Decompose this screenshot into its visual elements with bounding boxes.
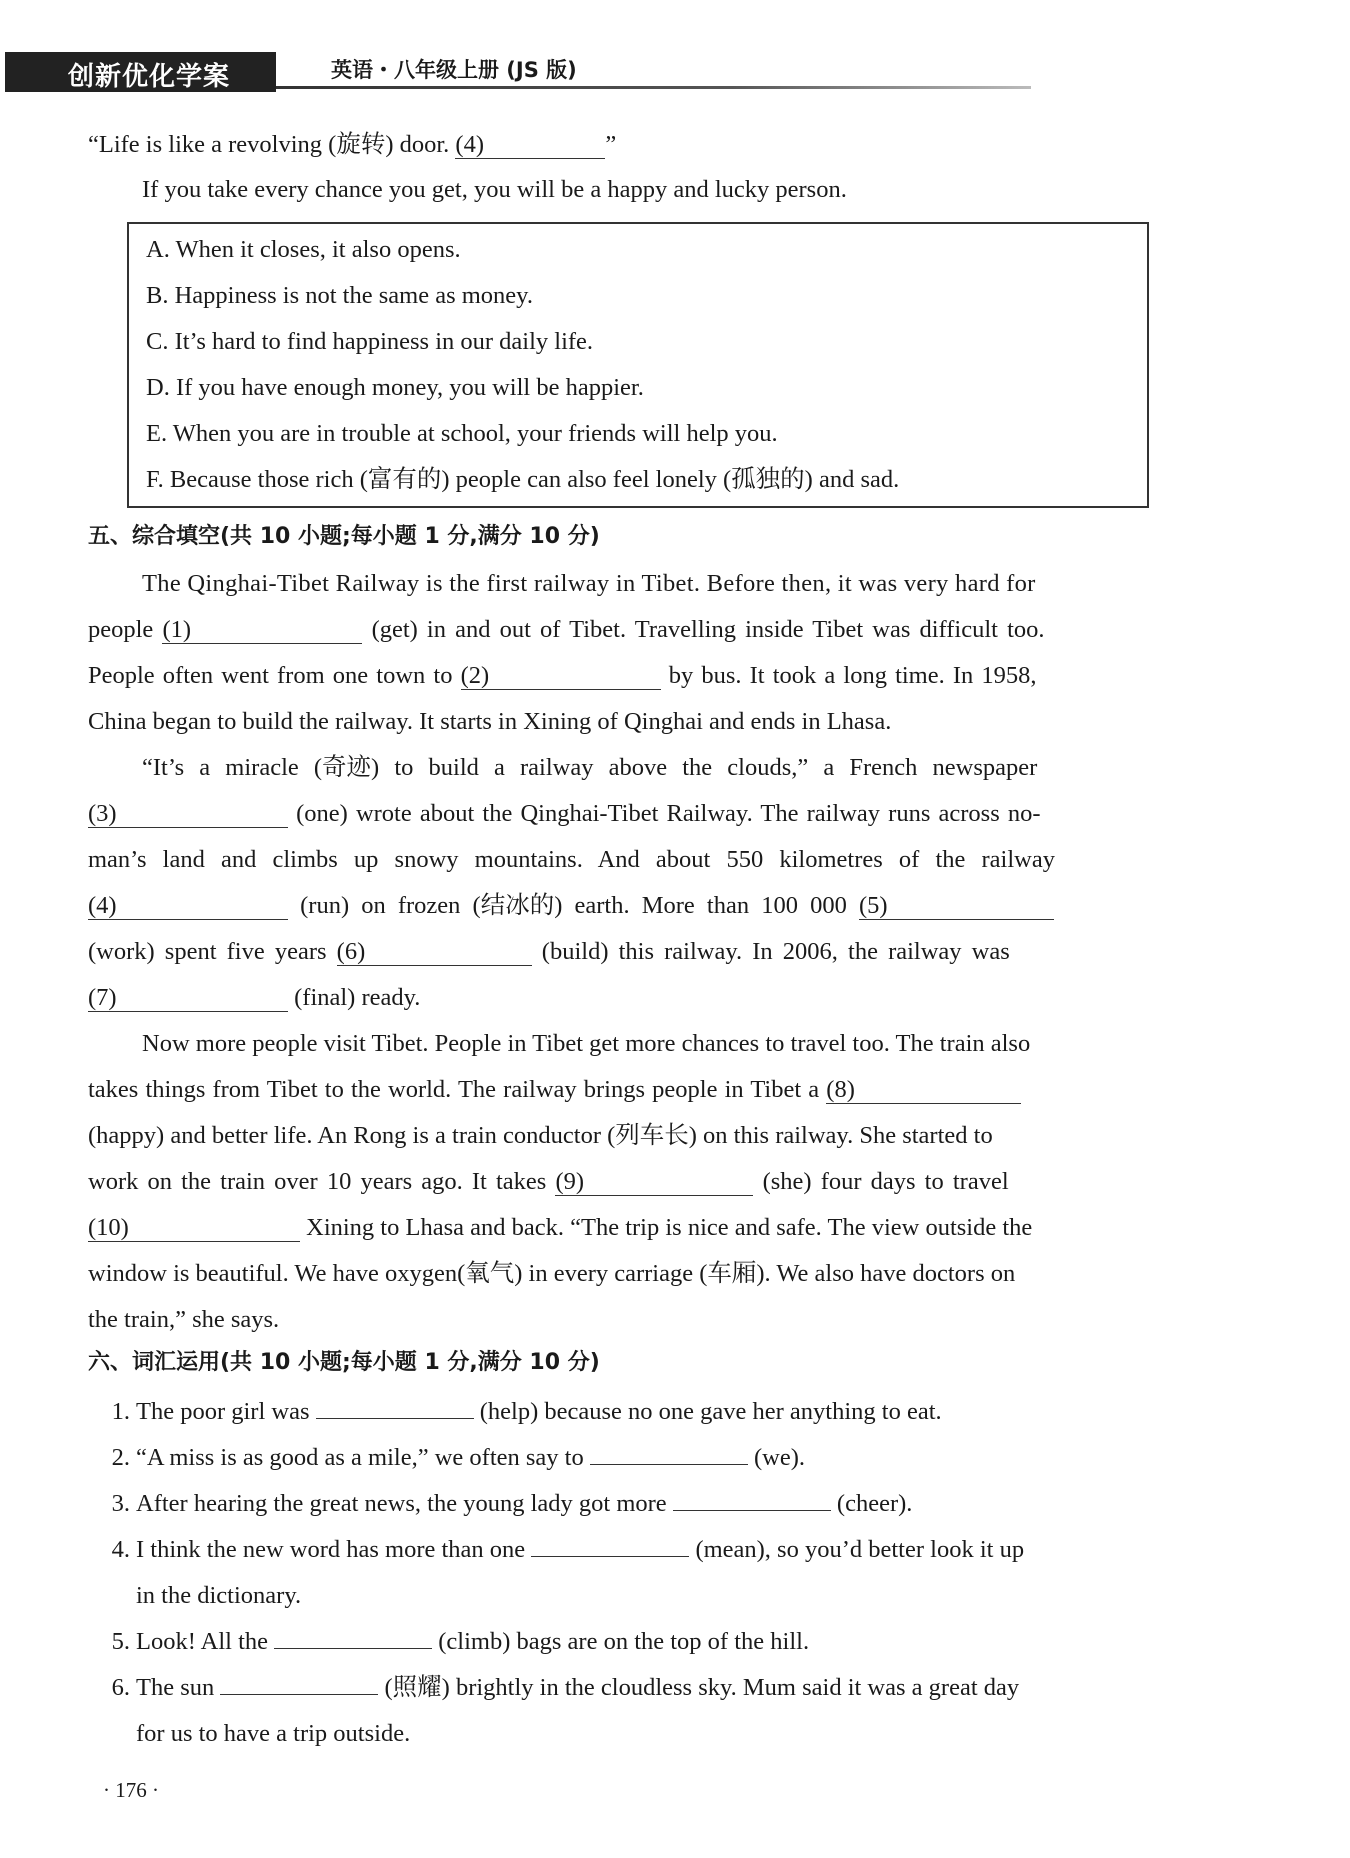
passage-line: “It’s a miracle (奇迹) to build a railway above the clouds,” a French newspaper [142, 754, 1038, 781]
passage-line: window is beautiful. We have oxygen(氧气) in every carriage (车厢). We also have doctors on [88, 1260, 1016, 1287]
passage-line: The Qinghai-Tibet Railway is the first railway in Tibet. Before then, it was very hard for [142, 570, 1036, 597]
passage-line [88, 128, 1188, 162]
passage-line: If you take every chance you get, you will be a happy and lucky person. [142, 176, 847, 203]
text: ” [605, 131, 617, 158]
question-6-cont: for us to have a trip outside. [136, 1720, 411, 1747]
passage-line: (4) (run) on frozen (结冰的) earth. More than 100 000 (5) [88, 889, 1188, 923]
section-title: 六、词汇运用(共 10 小题;每小题 1 分,满分 10 分) [88, 1350, 600, 1375]
passage-line: (10) Xining to Lhasa and back. “The trip is nice and safe. The view outside the [88, 1214, 1033, 1241]
option-d: D. If you have enough money, you will be happier. [146, 374, 644, 401]
question-3: 3. After hearing the great news, the young lady got more (cheer). [111, 1490, 913, 1517]
option-b: B. Happiness is not the same as money. [146, 282, 533, 309]
passage-line: takes things from Tibet to the world. The railway brings people in Tibet a (8) [88, 1073, 1188, 1107]
answer-blank[interactable]: (3) [88, 801, 288, 828]
answer-blank[interactable]: (6) [337, 939, 532, 966]
answer-blank[interactable]: (5) [859, 893, 1054, 920]
answer-blank[interactable]: (10) [88, 1215, 300, 1242]
answer-blank[interactable] [590, 1464, 748, 1465]
passage-line: people (1) (get) in and out of Tibet. Travelling inside Tibet was difficult too. [88, 616, 1045, 643]
section-title: 五、综合填空(共 10 小题;每小题 1 分,满分 10 分) [88, 524, 600, 549]
page-number: · 176 · [103, 1778, 159, 1802]
question-1: 1. The poor girl was (help) because no one gave her anything to eat. [111, 1398, 942, 1425]
question-6: 6. The sun (照耀) brightly in the cloudless sky. Mum said it was a great day [111, 1674, 1020, 1701]
answer-blank[interactable]: (9) [555, 1169, 753, 1196]
answer-blank[interactable] [673, 1510, 831, 1511]
answer-blank[interactable] [531, 1556, 689, 1557]
passage-line: the train,” she says. [88, 1306, 280, 1333]
passage-line: (happy) and better life. An Rong is a train conductor (列车长) on this railway. She started to [88, 1122, 993, 1149]
option-a: A. When it closes, it also opens. [146, 236, 461, 263]
answer-blank[interactable]: (8) [826, 1077, 1021, 1104]
passage-line: Now more people visit Tibet. People in Tibet get more chances to travel too. The train also [142, 1030, 1031, 1057]
text: “Life is like a revolving (旋转) door. [88, 131, 450, 158]
passage-line: (3) (one) wrote about the Qinghai-Tibet Railway. The railway runs across no- [88, 800, 1041, 827]
passage-line: (7) (final) ready. [88, 984, 421, 1011]
passage-line: (work) spent five years (6) (build) this railway. In 2006, the railway was [88, 938, 1010, 965]
answer-blank[interactable] [274, 1648, 432, 1649]
header-rule [276, 86, 1031, 89]
option-f: F. Because those rich (富有的) people can also feel lonely (孤独的) and sad. [146, 466, 900, 493]
answer-blank[interactable]: (4) [88, 893, 288, 920]
brand-logo: 创新优化学案 [68, 62, 231, 92]
answer-blank[interactable]: (1) [162, 617, 362, 644]
option-c: C. It’s hard to find happiness in our daily life. [146, 328, 594, 355]
answer-blank[interactable] [220, 1694, 378, 1695]
answer-blank[interactable]: (7) [88, 985, 288, 1012]
passage-line: China began to build the railway. It starts in Xining of Qinghai and ends in Lhasa. [88, 708, 892, 735]
passage-line: People often went from one town to (2) by bus. It took a long time. In 1958, [88, 662, 1037, 689]
passage-line: work on the train over 10 years ago. It takes (9) (she) four days to travel [88, 1168, 1009, 1195]
answer-blank[interactable]: (2) [461, 663, 661, 690]
answer-blank[interactable]: (4) [455, 132, 605, 159]
question-4: 4. I think the new word has more than one (mean), so you’d better look it up [111, 1536, 1025, 1563]
question-2: 2. “A miss is as good as a mile,” we often say to (we). [111, 1444, 805, 1471]
book-title: 英语・八年级上册 (JS 版) [331, 58, 577, 82]
answer-blank[interactable] [316, 1418, 474, 1419]
passage-line: man’s land and climbs up snowy mountains. And about 550 kilometres of the railway [88, 846, 1055, 873]
option-e: E. When you are in trouble at school, your friends will help you. [146, 420, 778, 447]
question-4-cont: in the dictionary. [136, 1582, 302, 1609]
question-5: 5. Look! All the (climb) bags are on the top of the hill. [111, 1628, 810, 1655]
